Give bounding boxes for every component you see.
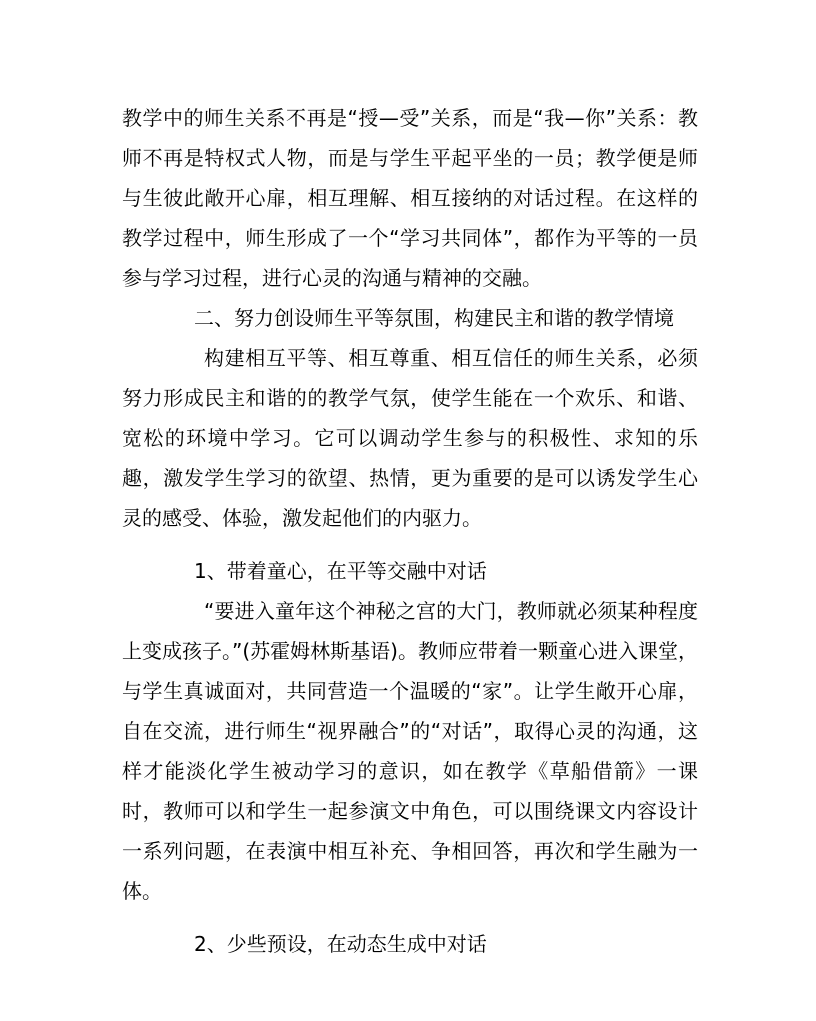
paragraph-teacher-student-relationship: 教学中的师生关系不再是“授—受”关系，而是“我—你”关系：教师不再是特权式人物，而是与学生平起平坐的一员；教学便是师与生彼此敞开心扉，相互理解、相互接纳的对话过程。在这样的教学过程中，师生形成了一个“学习共同体”，都作为平等的一员参与学习过程，进行心灵的沟通与精神的交融。 [122,106,698,290]
section-heading-2: 二、努力创设师生平等氛围，构建民主和谐的教学情境 [194,306,674,330]
document-body [122,98,698,964]
subsection-heading-1: 1、带着童心，在平等交融中对话 [194,559,487,583]
paragraph-with-childlike-heart: “要进入童年这个神秘之宫的大门，教师就必须某种程度上变成孩子。”(苏霍姆林斯基语)。教师应带着一颗童心进入课堂，与学生真诚面对，共同营造一个温暖的“家”。让学生敞开心扉，自在交流，进行师生“视界融合”的“对话”，取得心灵的沟通，这样才能淡化学生被动学习的意识，如在教学《草船借箭》一课时，教师可以和学生一起参演文中角色，可以围绕课文内容设计一系列问题，在表演中相互补充、争相回答，再次和学生融为一体。 [122,599,698,903]
subsection-heading-2: 2、少些预设，在动态生成中对话 [194,932,487,956]
paragraph-democratic-atmosphere: 构建相互平等、相互尊重、相互信任的师生关系，必须努力形成民主和谐的的教学气氛，使学生能在一个欢乐、和谐、宽松的环境中学习。它可以调动学生参与的积极性、求知的乐趣，激发学生学习的欲望、热情，更为重要的是可以诱发学生心灵的感受、体验，激发起他们的内驱力。 [122,346,698,530]
